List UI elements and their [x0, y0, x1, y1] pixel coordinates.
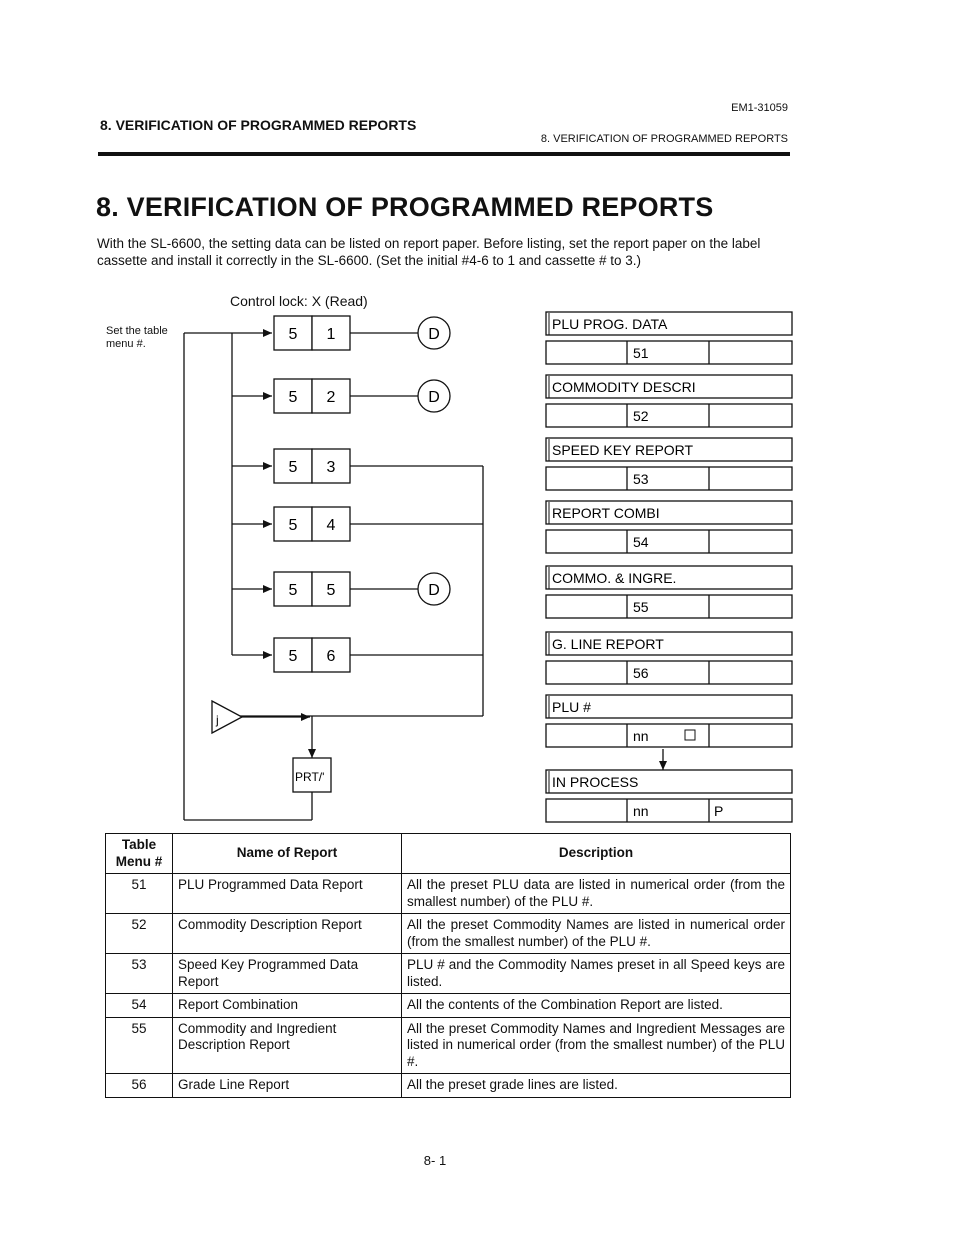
key-digit: 5 — [288, 648, 298, 665]
display-label: COMMO. & INGRE. — [552, 570, 677, 586]
display-screen — [546, 501, 792, 553]
table-cell-desc: All the preset grade lines are listed. — [402, 1074, 791, 1098]
table-cell-name: Commodity Description Report — [173, 914, 402, 954]
table-cell-desc: All the preset Commodity Names and Ingredient Messages are listed in numerical order (from the smallest number) of the PLU #. — [402, 1017, 791, 1074]
display-label: PLU # — [552, 699, 591, 715]
display-screen — [546, 632, 792, 684]
key-digit: 1 — [326, 326, 336, 343]
display-label: PLU PROG. DATA — [552, 316, 668, 332]
display-label: G. LINE REPORT — [552, 636, 664, 652]
report-table — [105, 833, 791, 1098]
display-label: REPORT COMBI — [552, 505, 660, 521]
key-digit: 5 — [288, 517, 298, 534]
key-digit: 3 — [326, 459, 336, 476]
display-screen — [546, 312, 792, 364]
display-screen — [546, 695, 792, 747]
table-cell-num: 56 — [106, 1074, 173, 1098]
table-cell-desc: All the preset PLU data are listed in numerical order (from the smallest number) of the PLU #. — [402, 874, 791, 914]
display-value: nn — [633, 803, 649, 819]
header-section-right: 8. VERIFICATION OF PROGRAMMED REPORTS — [540, 133, 788, 145]
side-note: Set the table menu #. — [106, 325, 168, 350]
table-cell-num: 55 — [106, 1017, 173, 1074]
key-digit: 5 — [288, 459, 298, 476]
header-section-left: 8. VERIFICATION OF PROGRAMMED REPORTS — [100, 117, 417, 133]
key-digit: 4 — [326, 517, 336, 534]
display-label: IN PROCESS — [552, 774, 639, 790]
table-cell-desc: All the preset Commodity Names are listed in numerical order (from the smallest number) of the PLU #. — [402, 914, 791, 954]
table-cell-name: Report Combination — [173, 994, 402, 1018]
table-cell-num: 54 — [106, 994, 173, 1018]
display-value: 56 — [633, 665, 649, 681]
table-row — [106, 954, 791, 994]
key-digit: 5 — [288, 389, 298, 406]
table-row — [106, 874, 791, 914]
table-header-description: Description — [402, 834, 791, 874]
table-cell-desc: PLU # and the Commodity Names preset in all Speed keys are listed. — [402, 954, 791, 994]
d-key-label: D — [428, 389, 440, 406]
j-key-label: j — [216, 713, 219, 727]
key-digit: 5 — [288, 582, 298, 599]
display-screen — [546, 438, 792, 490]
page-title: 8. VERIFICATION OF PROGRAMMED REPORTS — [96, 192, 714, 222]
display-value: 54 — [633, 534, 649, 550]
key-digit: 5 — [288, 326, 298, 343]
table-row — [106, 1017, 791, 1074]
display-screen — [546, 375, 792, 427]
display-value: 55 — [633, 599, 649, 615]
table-row — [106, 994, 791, 1018]
intro-paragraph: With the SL-6600, the setting data can be listed on report paper. Before listing, set the report paper on the label cassette and install it correctly in the SL-6600. (Set the initial #4-6 to 1 and cassette # to 3.) — [97, 236, 761, 268]
table-cell-num: 53 — [106, 954, 173, 994]
display-extra: P — [714, 803, 724, 819]
page-number: 8- 1 — [423, 1153, 447, 1168]
display-value: 53 — [633, 471, 649, 487]
table-cell-name: Grade Line Report — [173, 1074, 402, 1098]
d-key-label: D — [428, 582, 440, 599]
display-label: COMMODITY DESCRI — [552, 379, 696, 395]
key-digit: 2 — [326, 389, 336, 406]
table-cell-name: PLU Programmed Data Report — [173, 874, 402, 914]
table-header-name: Name of Report — [173, 834, 402, 874]
table-cell-num: 52 — [106, 914, 173, 954]
table-cell-name: Speed Key Programmed Data Report — [173, 954, 402, 994]
key-digit: 5 — [326, 582, 336, 599]
key-digit: 6 — [326, 648, 336, 665]
display-screen — [546, 770, 792, 822]
display-value: 52 — [633, 408, 649, 424]
document-code: EM1-31059 — [731, 102, 788, 114]
table-cell-name: Commodity and Ingredient Description Report — [173, 1017, 402, 1074]
display-value: nn — [633, 728, 649, 744]
d-key-label: D — [428, 326, 440, 343]
display-screen — [546, 566, 792, 618]
control-lock-label: Control lock: X (Read) — [230, 293, 368, 309]
table-cell-num: 51 — [106, 874, 173, 914]
print-key-label: PRT/' — [295, 770, 325, 784]
table-row — [106, 1074, 791, 1098]
table-row — [106, 914, 791, 954]
table-cell-desc: All the contents of the Combination Report are listed. — [402, 994, 791, 1018]
display-value: 51 — [633, 345, 649, 361]
display-label: SPEED KEY REPORT — [552, 442, 694, 458]
table-header-menu: Table Menu # — [106, 834, 173, 874]
